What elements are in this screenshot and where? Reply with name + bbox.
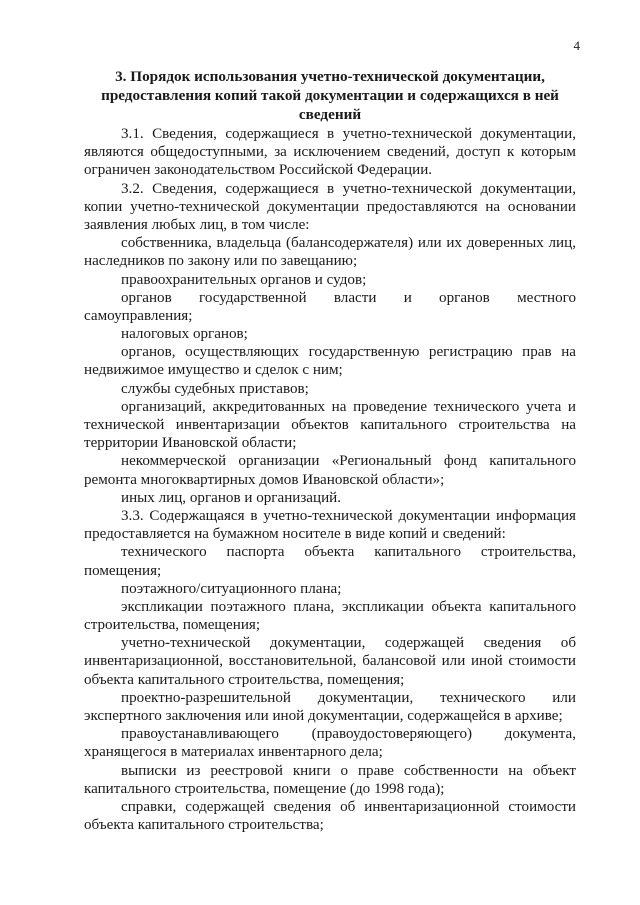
text-line: 3.2. Сведения, содержащиеся в учетно-технической документации, <box>121 180 576 197</box>
text-line: капитального строительства, помещение (до 1998 года); <box>84 780 445 797</box>
heading-line: 3. Порядок использования учетно-технической документации, <box>115 68 545 85</box>
text-line: инвентаризационной, восстановительной, балансовой или иной стоимости <box>84 653 576 670</box>
text-line: правоохранительных органов и судов; <box>121 271 367 288</box>
text-line: помещения; <box>84 562 162 579</box>
text-line: объекта капитального строительства, помещения; <box>84 671 405 688</box>
text-line: недвижимое имущество и сделок с ним; <box>84 362 343 379</box>
text-line: территории Ивановской области; <box>84 435 297 452</box>
text-line: 3.3. Содержащаяся в учетно-технической документации информация <box>121 507 576 524</box>
heading-line: сведений <box>298 106 362 123</box>
text-line: объекта капитального строительства; <box>84 817 324 834</box>
text-line: копии учетно-технической документации предоставляются на основании <box>84 198 576 215</box>
text-line: заявления любых лиц, в том числе: <box>84 216 310 233</box>
text-line: некоммерческой организации «Региональный фонд капитального <box>121 453 576 470</box>
text-line: службы судебных приставов; <box>121 380 309 397</box>
text-line: налоговых органов; <box>121 326 248 343</box>
text-line: учетно-технической документации, содержащей сведения об <box>121 635 576 652</box>
section-heading <box>84 67 576 124</box>
text-line: строительства, помещения; <box>84 617 261 634</box>
text-line: организаций, аккредитованных на проведение технического учета и <box>121 398 576 415</box>
text-line: выписки из реестровой книги о праве собственности на объект <box>121 762 576 779</box>
text-line: наследников по закону или по завещанию; <box>84 253 358 270</box>
text-line: проектно-разрешительной документации, технического или <box>121 689 576 706</box>
page-number: 4 <box>573 38 580 53</box>
text-line: поэтажного/ситуационного плана; <box>121 580 342 597</box>
text-line: экспликации поэтажного плана, экспликации объекта капитального <box>121 598 576 615</box>
text-line: 3.1. Сведения, содержащиеся в учетно-технической документации, <box>121 126 576 142</box>
text-line: экспертного заключения или иной документации, содержащейся в архиве; <box>84 708 563 724</box>
text-line: органов государственной власти и органов местного <box>121 289 576 306</box>
text-line: технического паспорта объекта капитального строительства, <box>121 544 576 561</box>
text-line: органов, осуществляющих государственную регистрацию прав на <box>121 344 576 361</box>
text-line: являются общедоступными, за исключением сведений, доступ к которым <box>84 144 576 161</box>
text-line: ограничен законодательством Российской Федерации. <box>84 162 433 179</box>
text-line: иных лиц, органов и организаций. <box>121 489 342 506</box>
text-line: ремонта многоквартирных домов Ивановской области»; <box>84 471 445 488</box>
text-line: предоставляется на бумажном носителе в виде копий и сведений: <box>84 526 506 543</box>
section-body <box>84 125 576 834</box>
text-line: справки, содержащей сведения об инвентаризационной стоимости <box>121 798 576 815</box>
text-line: собственника, владельца (балансодержателя) или их доверенных лиц, <box>121 235 576 252</box>
text-line: технической инвентаризации объектов капитального строительства на <box>84 417 576 433</box>
text-line: правоустанавливающего (правоудостоверяющего) документа, <box>121 726 576 743</box>
text-line: самоуправления; <box>84 307 193 324</box>
heading-line: предоставления копий такой документации и содержащихся в ней <box>101 87 559 104</box>
text-line: хранящегося в материалах инвентарного дела; <box>84 744 383 761</box>
